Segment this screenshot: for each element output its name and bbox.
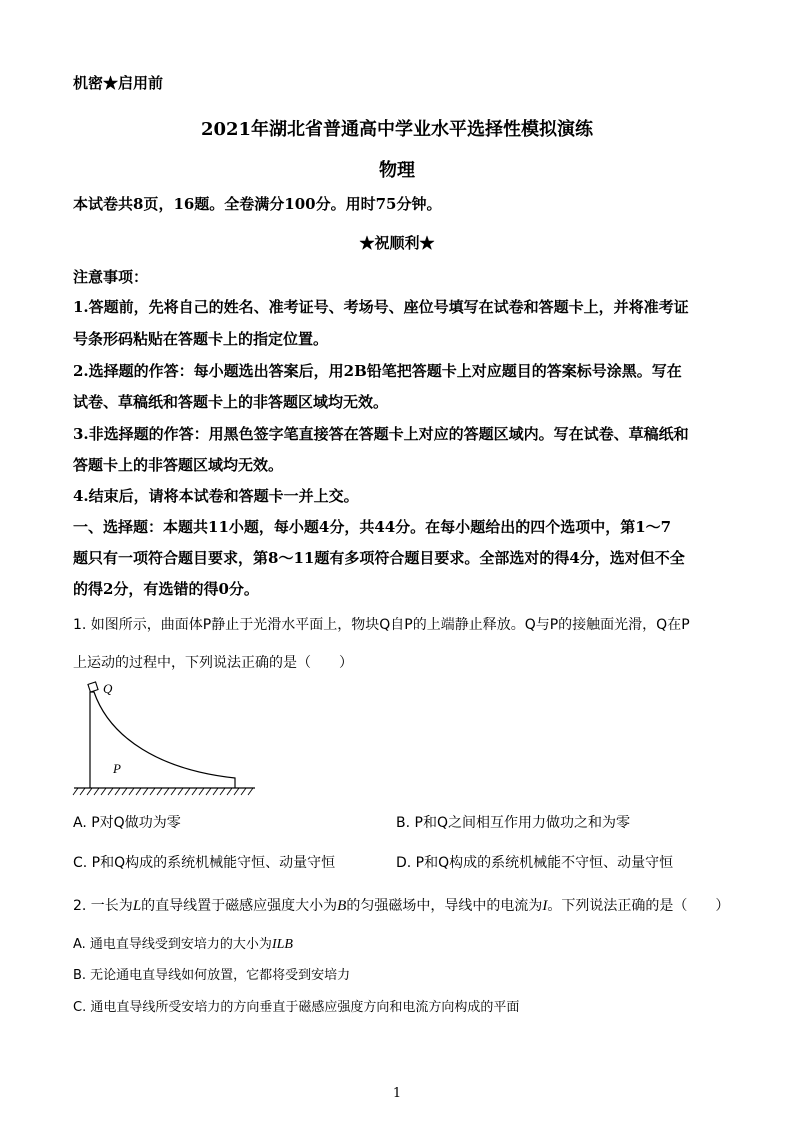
- page-number: 1: [392, 1086, 402, 1101]
- label-q: Q: [103, 681, 113, 696]
- note-3-line-1: 3.非选择题的作答：用黑色签字笔直接答在答题卡上对应的答题区域内。写在试卷、草稿纸和: [73, 425, 689, 443]
- note-3-line-2: 答题卡上的非答题区域均无效。: [73, 456, 284, 474]
- q2-stem-part-4: 。下列说法正确的是（ ）: [547, 898, 730, 914]
- q1-stem-line-1: 1. 如图所示，曲面体P静止于光滑水平面上，物块Q自P的上端静止释放。Q与P的接触面光滑，Q在P: [73, 617, 690, 633]
- subject-title: 物理: [379, 160, 415, 181]
- q1-stem-line-2: 上运动的过程中，下列说法正确的是（ ）: [73, 655, 353, 671]
- note-4: 4.结束后，请将本试卷和答题卡一并上交。: [73, 487, 359, 505]
- q2-option-a-text: A. 通电直导线受到安培力的大小为: [73, 937, 272, 952]
- ground-hatching: [73, 788, 253, 795]
- page-title: 2021年湖北省普通高中学业水平选择性模拟演练: [200, 119, 594, 140]
- section-1-line-3: 的得2分，有选错的得0分。: [73, 580, 259, 598]
- notes-heading: 注意事项：: [73, 268, 149, 286]
- q2-option-a-formula: ILB: [271, 937, 293, 952]
- note-1-line-2: 号条形码粘贴在答题卡上的指定位置。: [73, 330, 329, 348]
- confidential-label: 机密★启用前: [73, 74, 164, 92]
- q2-option-b[interactable]: B. 无论通电直导线如何放置，它都将受到安培力: [73, 968, 351, 983]
- q2-option-a[interactable]: [73, 933, 293, 953]
- note-2-line-2: 试卷、草稿纸和答题卡上的非答题区域均无效。: [73, 393, 389, 411]
- note-2-line-1: 2.选择题的作答：每小题选出答案后，用2B铅笔把答题卡上对应题目的答案标号涂黑。写在: [73, 362, 682, 380]
- q2-stem-part-2: 的直导线置于磁感应强度大小为: [141, 898, 338, 914]
- q2-stem-part-1: 2. 一长为: [73, 898, 133, 914]
- q1-option-d[interactable]: D. P和Q构成的系统机械能不守恒、动量守恒: [396, 855, 674, 871]
- q2-var-l: L: [132, 898, 142, 914]
- q2-var-b: B: [337, 898, 347, 914]
- blessing: ★祝顺利★: [359, 234, 435, 252]
- q1-option-c[interactable]: C. P和Q构成的系统机械能守恒、动量守恒: [73, 855, 336, 871]
- q2-option-c[interactable]: C. 通电直导线所受安培力的方向垂直于磁感应强度方向和电流方向构成的平面: [73, 1000, 520, 1015]
- section-1-line-2: 题只有一项符合题目要求，第8～11题有多项符合题目要求。全部选对的得4分，选对但不全: [73, 549, 685, 567]
- q1-option-a[interactable]: A. P对Q做功为零: [73, 815, 181, 831]
- q2-stem-part-3: 的匀强磁场中，导线中的电流为: [346, 898, 543, 914]
- label-p: P: [113, 761, 121, 776]
- q2-stem: [73, 895, 729, 915]
- q2-var-i: I: [542, 898, 548, 914]
- block-q: [88, 682, 98, 692]
- exam-info: 本试卷共8页，16题。全卷满分100分。用时75分钟。: [73, 195, 442, 213]
- curved-body-p: [90, 692, 235, 788]
- note-1-line-1: 1.答题前，先将自己的姓名、准考证号、考场号、座位号填写在试卷和答题卡上，并将准考证: [73, 298, 689, 316]
- q1-figure: [70, 678, 260, 798]
- section-1-line-1: 一、选择题：本题共11小题，每小题4分，共44分。在每小题给出的四个选项中，第1～7: [73, 518, 672, 536]
- q1-option-b[interactable]: B. P和Q之间相互作用力做功之和为零: [396, 815, 630, 831]
